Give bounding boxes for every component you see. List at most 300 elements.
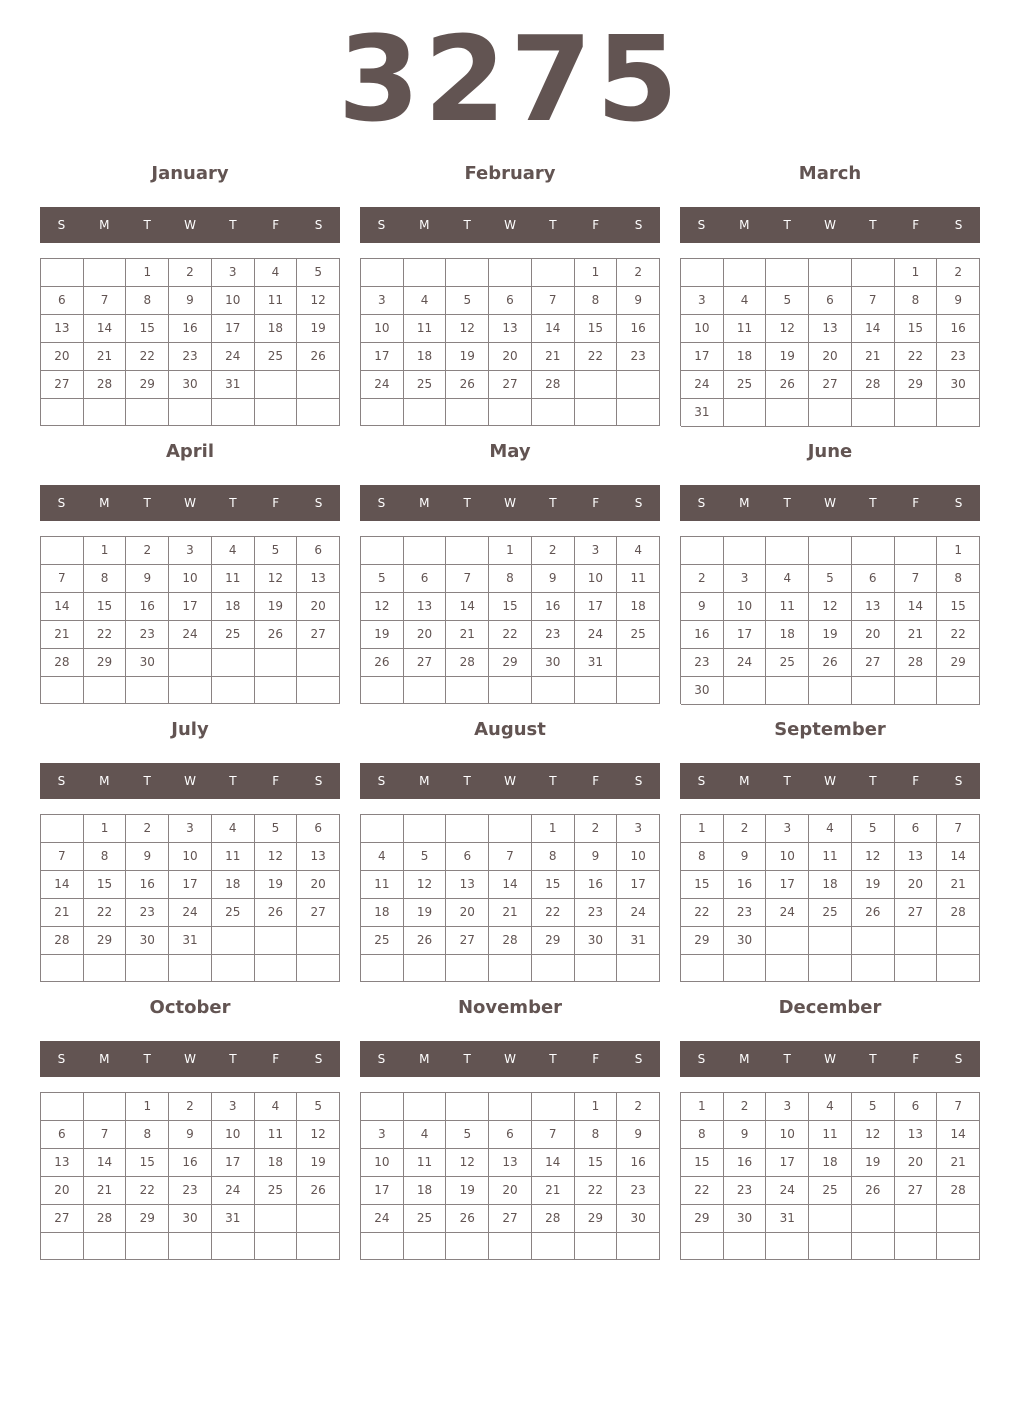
day-cell: 26	[766, 371, 809, 399]
day-cell: 28	[532, 371, 575, 399]
weekday-label: T	[143, 496, 151, 510]
day-cell: 19	[446, 1177, 489, 1205]
day-cell: 30	[126, 927, 169, 955]
day-cell: 17	[617, 871, 660, 899]
weekday-label: S	[314, 774, 323, 788]
weekday-label: W	[824, 218, 836, 232]
weekday-label: M	[99, 1052, 110, 1066]
day-cell: 14	[895, 593, 938, 621]
day-cell: 29	[575, 1205, 618, 1233]
month-name: April	[165, 441, 215, 462]
days-grid	[40, 814, 340, 982]
weekday-label: F	[272, 774, 280, 788]
empty-day-cell	[895, 927, 938, 955]
weekday-label: F	[272, 496, 280, 510]
empty-day-cell	[361, 677, 404, 704]
day-cell: 1	[937, 537, 980, 565]
weekday-label: W	[504, 496, 516, 510]
day-cell: 23	[575, 899, 618, 927]
day-cell: 3	[169, 537, 212, 565]
days-grid	[360, 536, 660, 704]
weekday-label: M	[739, 1052, 750, 1066]
day-cell: 8	[84, 843, 127, 871]
weekday-label: S	[954, 496, 963, 510]
empty-day-cell	[617, 399, 660, 426]
weekday-label: T	[143, 774, 151, 788]
day-cell: 23	[532, 621, 575, 649]
day-cell: 13	[41, 315, 84, 343]
day-cell: 12	[446, 1149, 489, 1177]
day-cell: 8	[681, 843, 724, 871]
day-cell: 17	[212, 1149, 255, 1177]
empty-day-cell	[937, 677, 980, 705]
day-cell: 21	[937, 1149, 980, 1177]
day-cell: 21	[84, 1177, 127, 1205]
day-cell: 5	[852, 1093, 895, 1121]
weekday-label: S	[377, 496, 386, 510]
empty-day-cell	[766, 399, 809, 427]
day-cell: 2	[126, 815, 169, 843]
day-cell: 18	[809, 871, 852, 899]
empty-day-cell	[361, 1233, 404, 1260]
empty-day-cell	[895, 1205, 938, 1233]
day-cell: 19	[404, 899, 447, 927]
day-cell: 28	[852, 371, 895, 399]
weekday-label: S	[697, 1052, 706, 1066]
day-cell: 22	[681, 899, 724, 927]
day-cell: 13	[297, 565, 340, 593]
day-cell: 3	[361, 1121, 404, 1149]
weekday-label: F	[912, 774, 920, 788]
day-cell: 22	[937, 621, 980, 649]
day-cell: 5	[297, 1093, 340, 1121]
day-cell: 13	[809, 315, 852, 343]
day-cell: 20	[297, 871, 340, 899]
empty-day-cell	[809, 537, 852, 565]
weekday-label: S	[954, 774, 963, 788]
empty-day-cell	[84, 399, 127, 426]
day-cell: 5	[446, 1121, 489, 1149]
empty-day-cell	[532, 1093, 575, 1121]
day-cell: 13	[404, 593, 447, 621]
day-cell: 27	[41, 1205, 84, 1233]
day-cell: 7	[852, 287, 895, 315]
empty-day-cell	[852, 927, 895, 955]
weekday-label: T	[463, 218, 471, 232]
day-cell: 17	[212, 315, 255, 343]
weekday-label: S	[634, 774, 643, 788]
day-cell: 5	[446, 287, 489, 315]
day-cell: 16	[681, 621, 724, 649]
days-grid	[40, 536, 340, 704]
day-cell: 30	[126, 649, 169, 677]
day-cell: 25	[212, 899, 255, 927]
day-cell: 22	[575, 1177, 618, 1205]
empty-day-cell	[681, 259, 724, 287]
day-cell: 2	[617, 259, 660, 287]
weekday-label: T	[229, 218, 237, 232]
weekday-label: S	[377, 1052, 386, 1066]
day-cell: 24	[212, 343, 255, 371]
day-cell: 17	[575, 593, 618, 621]
day-cell: 10	[575, 565, 618, 593]
day-cell: 26	[404, 927, 447, 955]
empty-day-cell	[297, 649, 340, 677]
empty-day-cell	[255, 399, 298, 426]
day-cell: 2	[724, 1093, 767, 1121]
day-cell: 27	[297, 899, 340, 927]
day-cell: 11	[255, 287, 298, 315]
day-cell: 26	[361, 649, 404, 677]
weekday-label: F	[592, 218, 600, 232]
day-cell: 3	[766, 1093, 809, 1121]
day-cell: 20	[446, 899, 489, 927]
day-cell: 27	[489, 1205, 532, 1233]
empty-day-cell	[41, 955, 84, 982]
day-cell: 9	[617, 1121, 660, 1149]
day-cell: 15	[681, 871, 724, 899]
day-cell: 23	[724, 899, 767, 927]
weekday-label: W	[184, 218, 196, 232]
weekday-label: S	[314, 218, 323, 232]
day-cell: 30	[681, 677, 724, 705]
day-cell: 25	[361, 927, 404, 955]
day-cell: 11	[724, 315, 767, 343]
day-cell: 16	[169, 315, 212, 343]
day-cell: 8	[575, 287, 618, 315]
weekday-label: W	[504, 218, 516, 232]
day-cell: 25	[617, 621, 660, 649]
day-cell: 24	[575, 621, 618, 649]
day-cell: 11	[766, 593, 809, 621]
weekday-label: W	[824, 1052, 836, 1066]
day-cell: 25	[212, 621, 255, 649]
empty-day-cell	[41, 399, 84, 426]
day-cell: 2	[724, 815, 767, 843]
day-cell: 8	[937, 565, 980, 593]
weekday-header	[680, 763, 980, 799]
day-cell: 9	[575, 843, 618, 871]
day-cell: 6	[41, 1121, 84, 1149]
day-cell: 31	[766, 1205, 809, 1233]
empty-day-cell	[617, 649, 660, 677]
day-cell: 25	[809, 899, 852, 927]
month-name: October	[149, 997, 231, 1018]
day-cell: 7	[937, 815, 980, 843]
weekday-label: T	[783, 774, 791, 788]
weekday-label: S	[377, 218, 386, 232]
empty-day-cell	[489, 259, 532, 287]
day-cell: 24	[212, 1177, 255, 1205]
day-cell: 6	[489, 1121, 532, 1149]
day-cell: 11	[404, 1149, 447, 1177]
weekday-label: S	[634, 496, 643, 510]
day-cell: 17	[724, 621, 767, 649]
day-cell: 29	[84, 927, 127, 955]
weekday-label: S	[314, 496, 323, 510]
day-cell: 12	[255, 843, 298, 871]
days-grid	[680, 1092, 980, 1260]
empty-day-cell	[297, 677, 340, 704]
day-cell: 24	[766, 1177, 809, 1205]
day-cell: 20	[809, 343, 852, 371]
weekday-label: M	[739, 218, 750, 232]
day-cell: 5	[361, 565, 404, 593]
day-cell: 29	[681, 927, 724, 955]
day-cell: 8	[126, 1121, 169, 1149]
weekday-label: S	[634, 1052, 643, 1066]
day-cell: 5	[809, 565, 852, 593]
day-cell: 9	[724, 1121, 767, 1149]
day-cell: 11	[809, 1121, 852, 1149]
empty-day-cell	[41, 677, 84, 704]
day-cell: 18	[617, 593, 660, 621]
empty-day-cell	[446, 1093, 489, 1121]
weekday-header	[40, 207, 340, 243]
weekday-label: T	[229, 1052, 237, 1066]
weekday-label: F	[912, 496, 920, 510]
weekday-header	[360, 485, 660, 521]
empty-day-cell	[446, 1233, 489, 1260]
day-cell: 3	[617, 815, 660, 843]
empty-day-cell	[169, 1233, 212, 1260]
weekday-header	[680, 207, 980, 243]
day-cell: 11	[809, 843, 852, 871]
day-cell: 18	[361, 899, 404, 927]
day-cell: 30	[169, 1205, 212, 1233]
day-cell: 17	[681, 343, 724, 371]
day-cell: 24	[724, 649, 767, 677]
day-cell: 2	[169, 259, 212, 287]
empty-day-cell	[446, 259, 489, 287]
day-cell: 9	[724, 843, 767, 871]
day-cell: 23	[126, 621, 169, 649]
day-cell: 7	[532, 287, 575, 315]
day-cell: 22	[84, 899, 127, 927]
day-cell: 4	[809, 1093, 852, 1121]
day-cell: 15	[937, 593, 980, 621]
day-cell: 19	[809, 621, 852, 649]
day-cell: 26	[852, 899, 895, 927]
empty-day-cell	[404, 399, 447, 426]
day-cell: 10	[212, 1121, 255, 1149]
weekday-label: W	[184, 1052, 196, 1066]
day-cell: 19	[255, 871, 298, 899]
empty-day-cell	[169, 955, 212, 982]
day-cell: 30	[724, 927, 767, 955]
day-cell: 11	[212, 565, 255, 593]
day-cell: 12	[809, 593, 852, 621]
day-cell: 27	[446, 927, 489, 955]
empty-day-cell	[404, 815, 447, 843]
empty-day-cell	[724, 537, 767, 565]
day-cell: 8	[575, 1121, 618, 1149]
empty-day-cell	[446, 677, 489, 704]
day-cell: 16	[617, 1149, 660, 1177]
empty-day-cell	[681, 1233, 724, 1260]
day-cell: 17	[766, 871, 809, 899]
day-cell: 17	[361, 343, 404, 371]
day-cell: 16	[937, 315, 980, 343]
weekday-label: T	[549, 1052, 557, 1066]
day-cell: 24	[681, 371, 724, 399]
day-cell: 7	[41, 843, 84, 871]
empty-day-cell	[766, 1233, 809, 1260]
day-cell: 6	[809, 287, 852, 315]
empty-day-cell	[575, 371, 618, 399]
day-cell: 20	[489, 343, 532, 371]
month-name: May	[489, 441, 531, 462]
day-cell: 20	[852, 621, 895, 649]
day-cell: 12	[852, 1121, 895, 1149]
empty-day-cell	[766, 927, 809, 955]
day-cell: 14	[937, 843, 980, 871]
empty-day-cell	[895, 1233, 938, 1260]
day-cell: 25	[255, 1177, 298, 1205]
day-cell: 8	[532, 843, 575, 871]
day-cell: 27	[297, 621, 340, 649]
weekday-label: T	[869, 496, 877, 510]
empty-day-cell	[852, 537, 895, 565]
day-cell: 7	[84, 287, 127, 315]
empty-day-cell	[575, 399, 618, 426]
day-cell: 16	[724, 871, 767, 899]
day-cell: 16	[532, 593, 575, 621]
empty-day-cell	[361, 815, 404, 843]
days-grid	[680, 536, 980, 704]
day-cell: 25	[809, 1177, 852, 1205]
day-cell: 14	[84, 315, 127, 343]
days-grid	[680, 258, 980, 426]
empty-day-cell	[41, 1233, 84, 1260]
month-name: November	[457, 997, 563, 1018]
day-cell: 19	[255, 593, 298, 621]
day-cell: 14	[41, 871, 84, 899]
day-cell: 28	[41, 649, 84, 677]
empty-day-cell	[212, 927, 255, 955]
day-cell: 2	[169, 1093, 212, 1121]
day-cell: 18	[404, 343, 447, 371]
day-cell: 17	[766, 1149, 809, 1177]
day-cell: 11	[212, 843, 255, 871]
empty-day-cell	[404, 537, 447, 565]
empty-day-cell	[212, 677, 255, 704]
empty-day-cell	[617, 371, 660, 399]
empty-day-cell	[84, 259, 127, 287]
weekday-label: S	[57, 774, 66, 788]
day-cell: 23	[724, 1177, 767, 1205]
empty-day-cell	[852, 677, 895, 705]
day-cell: 27	[852, 649, 895, 677]
day-cell: 21	[895, 621, 938, 649]
day-cell: 4	[809, 815, 852, 843]
empty-day-cell	[489, 1233, 532, 1260]
day-cell: 21	[41, 899, 84, 927]
day-cell: 28	[937, 899, 980, 927]
empty-day-cell	[809, 1233, 852, 1260]
day-cell: 19	[766, 343, 809, 371]
day-cell: 31	[681, 399, 724, 427]
day-cell: 3	[361, 287, 404, 315]
day-cell: 12	[255, 565, 298, 593]
day-cell: 4	[404, 1121, 447, 1149]
day-cell: 29	[126, 1205, 169, 1233]
weekday-label: S	[954, 1052, 963, 1066]
day-cell: 12	[446, 315, 489, 343]
empty-day-cell	[809, 677, 852, 705]
empty-day-cell	[852, 1233, 895, 1260]
day-cell: 20	[297, 593, 340, 621]
day-cell: 4	[255, 259, 298, 287]
day-cell: 27	[404, 649, 447, 677]
empty-day-cell	[532, 1233, 575, 1260]
empty-day-cell	[489, 399, 532, 426]
weekday-label: M	[419, 496, 430, 510]
empty-day-cell	[766, 955, 809, 982]
day-cell: 1	[681, 815, 724, 843]
empty-day-cell	[297, 371, 340, 399]
empty-day-cell	[895, 399, 938, 427]
day-cell: 4	[617, 537, 660, 565]
empty-day-cell	[255, 649, 298, 677]
day-cell: 7	[895, 565, 938, 593]
month-name: July	[171, 719, 209, 740]
empty-day-cell	[809, 259, 852, 287]
day-cell: 1	[532, 815, 575, 843]
empty-day-cell	[852, 955, 895, 982]
day-cell: 9	[169, 1121, 212, 1149]
weekday-label: M	[739, 496, 750, 510]
weekday-label: S	[697, 496, 706, 510]
weekday-header	[360, 1041, 660, 1077]
month-name: August	[474, 719, 546, 740]
empty-day-cell	[809, 927, 852, 955]
day-cell: 7	[84, 1121, 127, 1149]
day-cell: 29	[126, 371, 169, 399]
day-cell: 4	[404, 287, 447, 315]
day-cell: 6	[489, 287, 532, 315]
empty-day-cell	[446, 955, 489, 982]
empty-day-cell	[852, 399, 895, 427]
day-cell: 7	[937, 1093, 980, 1121]
day-cell: 6	[297, 815, 340, 843]
empty-day-cell	[126, 955, 169, 982]
empty-day-cell	[84, 955, 127, 982]
empty-day-cell	[809, 399, 852, 427]
day-cell: 3	[724, 565, 767, 593]
empty-day-cell	[361, 259, 404, 287]
day-cell: 3	[212, 1093, 255, 1121]
day-cell: 18	[724, 343, 767, 371]
day-cell: 3	[169, 815, 212, 843]
day-cell: 19	[297, 1149, 340, 1177]
day-cell: 18	[212, 871, 255, 899]
day-cell: 4	[212, 815, 255, 843]
month-name: January	[151, 163, 229, 184]
day-cell: 23	[169, 1177, 212, 1205]
weekday-label: W	[184, 774, 196, 788]
day-cell: 10	[169, 843, 212, 871]
day-cell: 5	[852, 815, 895, 843]
day-cell: 13	[297, 843, 340, 871]
day-cell: 18	[404, 1177, 447, 1205]
day-cell: 22	[126, 343, 169, 371]
empty-day-cell	[489, 815, 532, 843]
day-cell: 28	[532, 1205, 575, 1233]
day-cell: 18	[766, 621, 809, 649]
weekday-label: S	[634, 218, 643, 232]
day-cell: 28	[41, 927, 84, 955]
